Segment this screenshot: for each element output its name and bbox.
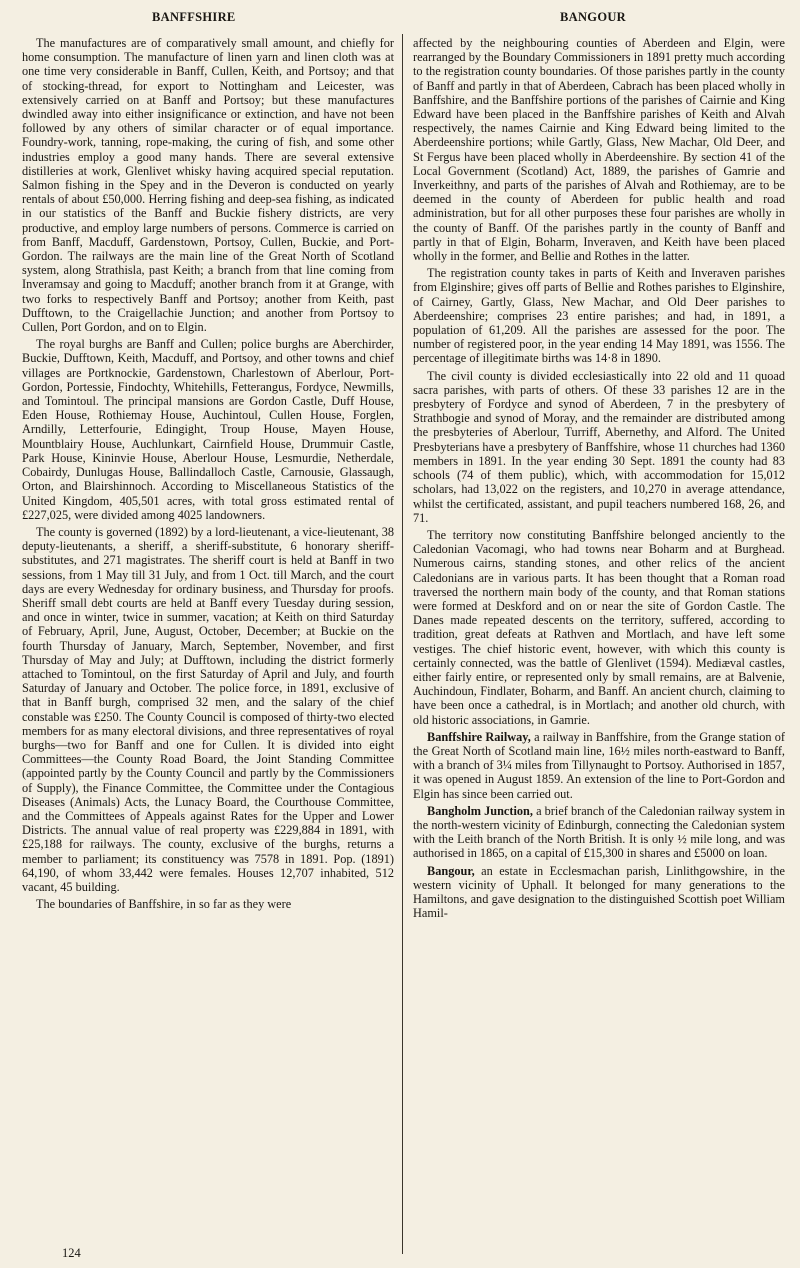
paragraph-history: The territory now constituting Banffshire belonged anciently to the Caledonian Vacomagi, who had towns near Boharm and at Burghead. Numerous cairns, standing stones, and other relics of the ancient Caledonians are in various parts. It has been thought that a Roman road traversed the northern main body of the county, and that Roman stations were formed at Deskford and on or near the site of Gordon Castle. The Danes made repeated descents on the territory, suffered, according to tradition, great defeats at Rathven and Mortlach, and have left some vestiges. The chief historic event, however, with which this county is certainly connected, was the battle of Glenlivet (1594). Mediæval castles, either fairly entire, or represented only by small remains, are at Balvenie, Auchindoun, Findlater, Boharm, and Banff. An ancient church, claiming to have been once a cathedral, is in Mortlach; and another old church, with old historic associations, in Gamrie. [413,527,785,727]
paragraph-boundaries: The boundaries of Banffshire, in so far as they were [36,897,292,912]
left-column [22,36,394,1256]
paragraph-registration: The registration county takes in parts of Keith and Inveraven parishes from Elginshire; gives off parts of Bellie and Rothes parishes to Elginshire, of Cairney, Gartly, Glass, New Machar, and Old Deer parishes to Aberdeenshire; comprises 23 entire parishes; and had, in 1891, a population of 61,209. All the parishes are assessed for the poor. The number of registered poor, in the year ending 14 May 1891, was 1556. The percentage of illegitimate births was 14·8 in 1890. [413,266,785,366]
paragraph-ecclesiastical: The civil county is divided ecclesiastically into 22 old and 11 quoad sacra parishes, with parts of others. Of these 33 parishes 12 are in the presbytery of Fordyce and synod of Aberdeen, 7 in the presbytery of Strathbogie and synod of Moray, and the remainder are distributed among the presbyteries of Aberlour, Turriff, Abernethy, and Alford. The United Presbyterians have a presbytery of Banffshire, whose 11 churches had 1360 members in 1891. In the year ending 30 Sept. 1891 the county had 83 schools (74 of them public), which, with accommodation for 15,012 scholars, had 13,022 on the registers, and 10,270 in average attendance, whilst the certificated, assistant, and pupil teachers numbered 168, 26, and 71. [413,368,785,525]
paragraph-manufactures: The manufactures are of comparatively small amount, and chiefly for home consumption. The manufacture of linen yarn and linen cloth was at one time very considerable in Banff, Cullen, Keith, and Portsoy; and that of stocking-thread, for export to Nottingham and Leicester, was extensively carried on at Banff and Portsoy; but these manufactures dwindled away into either insignificance or extinction, and have not been followed by any others of similar character or of equal importance. Foundry-work, tanning, rope-making, the curing of fish, and some other industries employ a good many hands. There are several extensive distilleries at work, Glenlivet whisky having acquired special reputation. Salmon fishing in the Spey and in the Deveron is conducted on yearly rentals of about £50,000. Herring fishing and deep-sea fishing, as indicated in our statistics of the Banff and Buckie fishery districts, are very productive, and employ large numbers of persons. Commerce is carried on from Banff, Macduff, Gardenstown, Portsoy, Cullen, Buckie, and Port-Gordon. The railways are the main line of the Great North of Scotland system, along Strathisla, past Keith; a branch from that line coming from Inveramsay and going to Macduff; another branch from it at Grange, with two forks to respectively Banff and Portsoy; another from Keith, past Dufftown, to the Craigellachie Junction; and another from Portsoy to Cullen, Port Gordon, and on to Elgin. [22,36,394,335]
paragraph-continuation: affected by the neighbouring counties of Aberdeen and Elgin, were rearranged by the Boundary Commissioners in 1891 pretty much according to the registration county boundaries. Of those parishes partly in the county of Banff and partly in that of Aberdeen, Cabrach has been placed wholly in Banffshire, and the Banffshire portions of the parishes of Cairnie and King Edward have been placed in the Banffshire parishes of Keith and Alvah respectively, the names Cairnie and King Edward being limited to the Aberdeenshire portions; while Gartly, Glass, New Machar, Old Deer, and St Fergus have been placed wholly in Aberdeenshire. By section 41 of the Local Government (Scotland) Act, 1889, the parishes of Gamrie and Inverkeithny, and parts of the parishes of Alvah and Rothiemay, are to be deemed in the county of Aberdeen for public health and road administration, but for all other purposes these four parishes are wholly in the county of Banff. Of the parishes partly in the county of Banff and partly in that of Elgin, Boharm, Inveraven, and Keith have been placed wholly in the former, and Bellie and Rothes in the latter. [413,36,785,264]
entry-title: Bangholm Junction, [427,803,533,818]
paragraph-government: The county is governed (1892) by a lord-lieutenant, a vice-lieutenant, 38 deputy-lieutenants, a sheriff, a sheriff-substitute, 6 honorary sheriff-substitutes, and 271 magistrates. The sheriff court is held at Banff in two sessions, from 1 May till 31 July, and from 1 Oct. till March, and the court days are every Wednesday for ordinary business, and Thursday for proofs. Sheriff small debt courts are held at Banff every Tuesday during session, and once in winter, twice in summer, vacation; at Keith on third Saturday of February, April, June, August, October, December; at Buckie on the fourth Thursday of January, March, September, November, and first Thursday of May and July; at Dufftown, including the district formerly attached to Tomintoul, on the first Saturday of April and July, and fourth Saturday of January and October. The police force, in 1891, exclusive of that in Banff burgh, comprised 32 men, and the salary of the chief constable was £250. The County Council is composed of thirty-two elected members for as many electoral divisions, and three representatives of royal burghs—two for Banff and one for Cullen. It is divided into eight Committees—the County Road Board, the Joint Standing Committee (appointed partly by the County Council and partly by the Commissioners of Supply), the Finance Committee, the Committee under the Contagious Diseases (Animals) Acts, the Lunacy Board, the Courthouse Committee, and the Committees of Appeals against Rates for the Upper and Lower Districts. The annual value of real property was £229,884 in 1891, with £25,188 for railways. The county, exclusive of the burghs, returns a member to parliament; its constituency was 7578 in 1891. Pop. (1891) 64,190, of whom 33,442 were females. Houses 12,707 inhabited, 512 vacant, 45 building. [22,524,394,894]
entry-title: Bangour, [427,863,475,878]
entry-title: Banffshire Railway, [427,729,531,744]
paragraph-burghs: The royal burghs are Banff and Cullen; police burghs are Aberchirder, Buckie, Dufftown, Keith, Macduff, and Portsoy, and other towns and chief villages are Portknockie, Gardenstown, Charlestown of Aberlour, Port-Gordon, Portessie, Findochty, Whitehills, Fetterangus, Fordyce, Newmills, and Tomintoul. The principal mansions are Gordon Castle, Duff House, Eden House, Rothiemay House, Auchintoul, Cullen House, Forglen, Arndilly, Letterfourie, Edingight, Troup House, Mayen House, Mountblairy House, Auchlunkart, Cairnfield House, Drummuir Castle, Park House, Kininvie House, Aberlour House, Lesmurdie, Netherdale, Cobairdy, Dunlugas House, Ballindalloch Castle, Carnousie, Glassaugh, Orton, and Blairshinnoch. According to Miscellaneous Statistics of the United Kingdom, 405,501 acres, with total gross estimated rental of £227,025, were divided among 4025 landowners. [22,337,394,522]
entry-banffshire-railway [413,730,785,801]
header-right: BANGOUR [560,10,626,24]
header-left: BANFFSHIRE [152,10,236,24]
entry-text: a railway in Banffshire, from the Grange station of the Great North of Scotland main line, 16½ miles north-eastward to Banff, with a branch of 3¼ miles from Tillynaught to Portsoy. Authorised in 1857, it was opened in August 1859. An extension of the line to Port-Gordon and Elgin has since been carried out. [413,729,785,801]
page-number: 124 [62,1246,81,1260]
entry-text: an estate in Ecclesmachan parish, Linlithgowshire, in the western vicinity of Uphall. It belonged for many generations to the Hamiltons, and gave designation to the distinguished Scottish poet William Hamil- [413,863,785,921]
running-header [0,10,800,26]
right-column [413,36,785,1256]
entry-text: a brief branch of the Caledonian railway system in the north-western vicinity of Edinburgh, connecting the Caledonian system with the Leith branch of the North British. It is only ½ mile long, and was authorised in 1865, on a capital of £15,300 in shares and £5000 on loan. [413,803,785,861]
entry-bangholm-junction [413,804,785,861]
column-divider [402,34,403,1254]
entry-bangour [413,864,785,921]
